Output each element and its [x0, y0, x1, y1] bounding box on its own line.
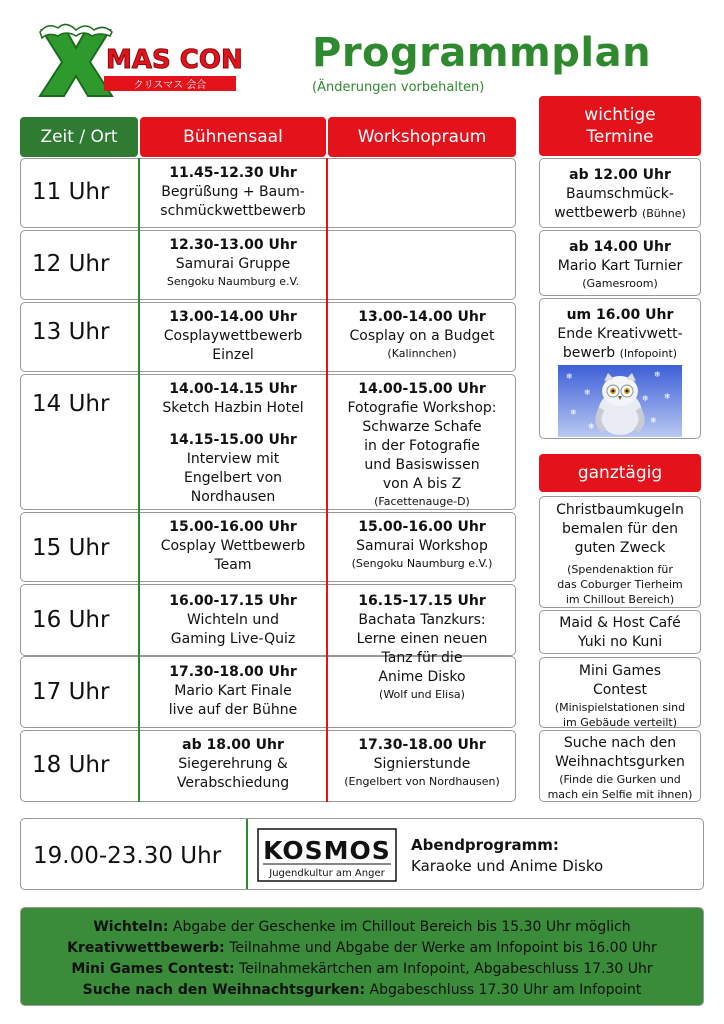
stage-event: [140, 431, 326, 507]
event-title: Samurai Workshop: [356, 538, 488, 554]
allday-item: [539, 496, 701, 608]
item-note: (Minispielstationen sind: [554, 701, 686, 714]
allday-item: [539, 657, 701, 728]
header-stage: Bühnensaal: [140, 117, 326, 157]
event-title: Engelbert von: [183, 470, 283, 486]
item-title: bemalen für den: [562, 521, 678, 537]
important-header: [539, 96, 701, 156]
item-note: (Finde die Gurken und: [559, 773, 681, 786]
svg-text:❄: ❄: [650, 416, 657, 425]
event-title: Schwarze Schafe: [362, 419, 482, 435]
event-time: 15.00-16.00 Uhr: [169, 519, 297, 535]
event-time: 17.30-18.00 Uhr: [169, 664, 297, 680]
event-time: 17.30-18.00 Uhr: [358, 737, 486, 753]
event-title: Fotografie Workshop:: [347, 400, 497, 416]
header-time-place: Zeit / Ort: [20, 117, 138, 157]
footer-line: Kreativwettbewerb: Teilnahme und Abgabe der Werke am Infopoint bis 16.00 Uhr: [67, 940, 657, 956]
svg-text:❄: ❄: [584, 388, 591, 397]
item-note: im Chillout Bereich): [565, 593, 675, 606]
stage-event: [140, 164, 326, 221]
stage-event: [140, 308, 326, 365]
event-time: 11.45-12.30 Uhr: [169, 165, 297, 181]
item-title: Suche nach den: [563, 735, 677, 751]
event-title: Cosplay Wettbewerb: [160, 538, 306, 554]
important-item: [539, 158, 701, 228]
event-title: in der Fotografie: [364, 438, 480, 454]
important-item: [539, 230, 701, 296]
item-title: Christbaumkugeln: [556, 502, 684, 518]
kosmos-logo-text: KOSMOS: [263, 836, 391, 865]
event-title: Verabschiedung: [176, 775, 290, 791]
item-time: ab 12.00 Uhr: [569, 167, 671, 183]
event-title: Tanz für die: [381, 650, 463, 666]
event-title: Signierstunde: [373, 756, 471, 772]
item-time: ab 14.00 Uhr: [569, 239, 671, 255]
event-time: 15.00-16.00 Uhr: [358, 519, 486, 535]
event-time: 14.15-15.00 Uhr: [169, 432, 297, 448]
event-title: von A bis Z: [382, 476, 462, 492]
stage-event: [140, 592, 326, 649]
item-note: das Coburger Tierheim: [557, 578, 683, 591]
item-title: Yuki no Kuni: [577, 634, 663, 650]
event-host: Sengoku Naumburg e.V.: [166, 275, 300, 288]
item-title: Baumschmück-: [566, 186, 674, 202]
item-title: guten Zweck: [574, 540, 666, 556]
item-title: Weihnachtsgurken: [555, 754, 685, 770]
svg-text:❄: ❄: [566, 372, 573, 381]
item-title: Mario Kart Turnier: [557, 258, 683, 274]
event-title: Cosplay on a Budget: [349, 328, 495, 344]
evening-time: 19.00-23.30 Uhr: [33, 843, 222, 869]
item-title: Maid & Host Café: [559, 615, 681, 631]
svg-text:❄: ❄: [570, 408, 577, 417]
event-host: (Facettenauge-D): [374, 495, 470, 508]
footer-line: Wichteln: Abgabe der Geschenke im Chillout Bereich bis 15.30 Uhr möglich: [93, 919, 631, 935]
event-time: 14.00-14.15 Uhr: [169, 381, 297, 397]
event-time: 13.00-14.00 Uhr: [169, 309, 297, 325]
stage-event: [140, 736, 326, 793]
event-title: schmückwettbewerb: [160, 203, 306, 219]
kosmos-logo-subtitle: Jugendkultur am Anger: [269, 868, 385, 879]
stage-event: [140, 380, 326, 418]
event-title: Wichteln und: [187, 612, 279, 628]
workshop-event: [328, 308, 516, 361]
footer-line: Mini Games Contest: Teilnahmekärtchen am Infopoint, Abgabeschluss 17.30 Uhr: [71, 961, 653, 977]
svg-text:MAS CON: MAS CON: [106, 45, 243, 75]
event-title: Bachata Tanzkurs:: [358, 612, 486, 628]
event-time: 16.00-17.15 Uhr: [169, 593, 297, 609]
event-title: Anime Disko: [378, 669, 466, 685]
svg-text:❄: ❄: [654, 370, 661, 379]
workshop-event: [328, 518, 516, 571]
event-title: Lerne einen neuen: [356, 631, 488, 647]
allday-header: ganztägig: [539, 454, 701, 492]
event-title: Team: [214, 557, 252, 573]
hour-label: 12 Uhr: [32, 251, 110, 277]
workshop-event: [328, 736, 516, 789]
workshop-event: [328, 380, 516, 509]
svg-text:❄: ❄: [588, 422, 595, 431]
svg-text:❄: ❄: [664, 392, 671, 401]
hour-label: 16 Uhr: [32, 607, 110, 633]
kosmos-logo: [257, 828, 397, 882]
svg-text:❄: ❄: [642, 394, 649, 403]
event-host: (Kalinnchen): [387, 347, 457, 360]
hour-label: 11 Uhr: [32, 179, 110, 205]
event-title: Siegerehrung &: [178, 756, 288, 772]
logo-subtitle-text: クリスマス 会合: [133, 80, 207, 91]
evening-title: Abendprogramm:: [411, 836, 559, 854]
evening-program: [20, 818, 704, 890]
event-title: Gaming Live-Quiz: [170, 631, 296, 647]
event-host: (Engelbert von Nordhausen): [344, 775, 500, 788]
event-time: 16.15-17.15 Uhr: [358, 593, 486, 609]
hour-label: 14 Uhr: [32, 391, 110, 417]
evening-desc: Karaoke und Anime Disko: [411, 857, 604, 875]
allday-item: [539, 610, 701, 654]
footer-line: Suche nach den Weihnachtsgurken: Abgabeschluss 17.30 Uhr am Infopoint: [82, 982, 642, 998]
item-title: wettbewerb (Bühne): [554, 205, 686, 221]
item-title: Contest: [592, 682, 648, 698]
event-title: Cosplaywettbewerb: [163, 328, 303, 344]
important-header-line: wichtige: [584, 104, 656, 125]
item-location: (Bühne): [641, 207, 686, 220]
event-title: Begrüßung + Baum-: [161, 184, 305, 200]
event-time: ab 18.00 Uhr: [182, 737, 284, 753]
workshop-event: [328, 592, 516, 702]
event-time: 14.00-15.00 Uhr: [358, 381, 486, 397]
event-title: live auf der Bühne: [168, 702, 298, 718]
hour-label: 15 Uhr: [32, 535, 110, 561]
event-title: Interview mit: [186, 451, 280, 467]
event-title: und Basiswissen: [364, 457, 480, 473]
event-title: Samurai Gruppe: [175, 256, 291, 272]
important-item: [539, 298, 701, 439]
event-title: Mario Kart Finale: [174, 683, 292, 699]
item-note: mach ein Selfie mit ihnen): [547, 788, 693, 801]
header-workshop: Workshopraum: [328, 117, 516, 157]
evening-description: [411, 835, 603, 877]
item-time: um 16.00 Uhr: [566, 307, 674, 323]
event-host: (Wolf und Elisa): [379, 688, 465, 701]
important-header-line: Termine: [586, 127, 654, 147]
hour-label: 17 Uhr: [32, 679, 110, 705]
footer-info: [20, 907, 704, 1006]
item-location: (Gamesroom): [582, 277, 658, 290]
item-title: Ende Kreativwett-: [557, 326, 683, 342]
event-title: Sketch Hazbin Hotel: [162, 400, 304, 416]
xmas-con-logo: [36, 22, 246, 100]
item-title: Mini Games: [578, 663, 662, 679]
owl-mascot-image: [558, 365, 682, 437]
evening-divider: [246, 819, 248, 889]
item-title: bewerb (Infopoint): [562, 345, 678, 361]
stage-event: [140, 663, 326, 720]
stage-event: [140, 518, 326, 575]
event-title: Einzel: [212, 347, 254, 363]
page-subtitle: (Änderungen vorbehalten): [312, 80, 485, 95]
event-time: 13.00-14.00 Uhr: [358, 309, 486, 325]
event-time: 12.30-13.00 Uhr: [169, 237, 297, 253]
hour-label: 18 Uhr: [32, 752, 110, 778]
event-title: Nordhausen: [190, 489, 276, 505]
item-note: im Gebäude verteilt): [562, 716, 678, 729]
hour-label: 13 Uhr: [32, 319, 110, 345]
allday-item: [539, 730, 701, 802]
item-location: (Infopoint): [619, 347, 678, 360]
stage-event: [140, 236, 326, 289]
item-note: (Spendenaktion für: [567, 563, 673, 576]
event-host: (Sengoku Naumburg e.V.): [351, 557, 493, 570]
page-title: Programmplan: [312, 30, 652, 76]
